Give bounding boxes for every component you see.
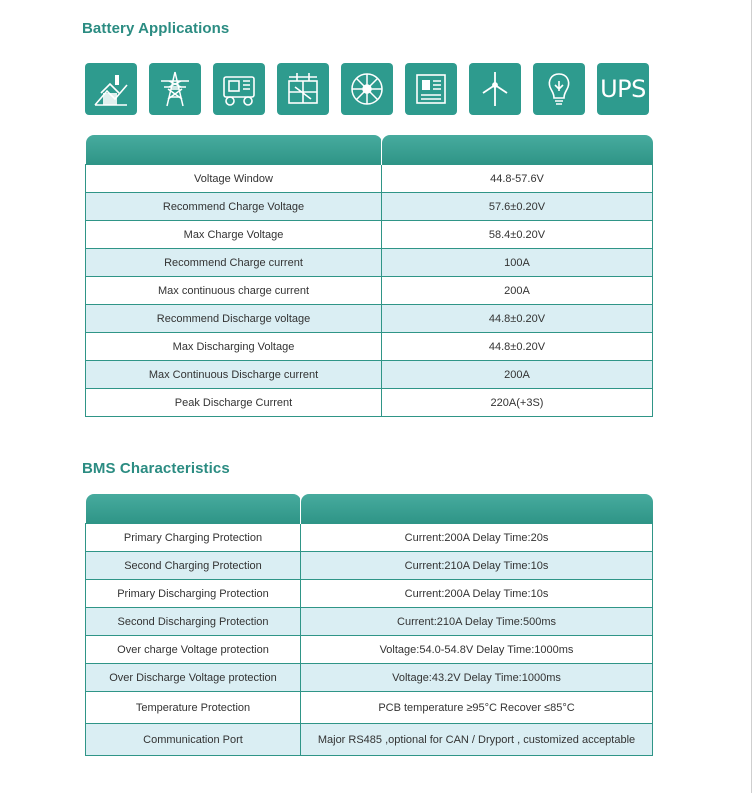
light-bulb-icon bbox=[533, 63, 585, 115]
wind-turbine-icon bbox=[469, 63, 521, 115]
table-row bbox=[86, 580, 653, 608]
row-label: Max continuous charge current bbox=[86, 277, 382, 305]
row-label: Primary Discharging Protection bbox=[86, 580, 301, 608]
row-value: Voltage:54.0-54.8V Delay Time:1000ms bbox=[301, 636, 653, 664]
bms-characteristics-title: BMS Characteristics bbox=[82, 460, 230, 477]
row-value: 44.8±0.20V bbox=[382, 305, 653, 333]
row-label: Over charge Voltage protection bbox=[86, 636, 301, 664]
row-label: Primary Charging Protection bbox=[86, 524, 301, 552]
row-value: 200A bbox=[382, 361, 653, 389]
row-value: 220A(+3S) bbox=[382, 389, 653, 417]
table-row bbox=[86, 552, 653, 580]
table-row bbox=[86, 389, 653, 417]
row-label: Communication Port bbox=[86, 724, 301, 756]
table-row bbox=[86, 636, 653, 664]
table-row bbox=[86, 305, 653, 333]
table-row bbox=[86, 664, 653, 692]
row-value: Current:200A Delay Time:10s bbox=[301, 580, 653, 608]
solar-panel-icon bbox=[277, 63, 329, 115]
table-row bbox=[86, 165, 653, 193]
row-value: PCB temperature ≥95°C Recover ≤85°C bbox=[301, 692, 653, 724]
page-edge-line bbox=[751, 0, 752, 793]
row-value: Major RS485 ,optional for CAN / Dryport , customized acceptable bbox=[301, 724, 653, 756]
bms-spec-table bbox=[85, 494, 653, 756]
power-tower-icon bbox=[149, 63, 201, 115]
ups-icon-label: UPS bbox=[600, 75, 646, 103]
table-row bbox=[86, 724, 653, 756]
row-value: 58.4±0.20V bbox=[382, 221, 653, 249]
row-label: Peak Discharge Current bbox=[86, 389, 382, 417]
table-row bbox=[86, 361, 653, 389]
application-icons-row bbox=[85, 63, 653, 116]
row-value: Current:210A Delay Time:500ms bbox=[301, 608, 653, 636]
row-label: Voltage Window bbox=[86, 165, 382, 193]
ups-icon bbox=[597, 63, 649, 115]
row-value: Voltage:43.2V Delay Time:1000ms bbox=[301, 664, 653, 692]
row-label: Recommend Discharge voltage bbox=[86, 305, 382, 333]
row-value: 57.6±0.20V bbox=[382, 193, 653, 221]
row-label: Second Charging Protection bbox=[86, 552, 301, 580]
bms-table-header bbox=[86, 494, 653, 524]
row-value: 44.8-57.6V bbox=[382, 165, 653, 193]
row-label: Max Discharging Voltage bbox=[86, 333, 382, 361]
table-row bbox=[86, 608, 653, 636]
generator-vehicle-icon bbox=[213, 63, 265, 115]
row-label: Recommend Charge current bbox=[86, 249, 382, 277]
table-row bbox=[86, 524, 653, 552]
home-solar-icon bbox=[85, 63, 137, 115]
table-row bbox=[86, 249, 653, 277]
table-row bbox=[86, 193, 653, 221]
row-label: Max Continuous Discharge current bbox=[86, 361, 382, 389]
battery-applications-title: Battery Applications bbox=[82, 20, 230, 37]
row-label: Recommend Charge Voltage bbox=[86, 193, 382, 221]
row-value: Current:210A Delay Time:10s bbox=[301, 552, 653, 580]
table-row bbox=[86, 221, 653, 249]
row-label: Temperature Protection bbox=[86, 692, 301, 724]
battery-table-header bbox=[86, 135, 653, 165]
table-row bbox=[86, 277, 653, 305]
row-label: Over Discharge Voltage protection bbox=[86, 664, 301, 692]
table-row bbox=[86, 692, 653, 724]
row-label: Max Charge Voltage bbox=[86, 221, 382, 249]
row-value: 44.8±0.20V bbox=[382, 333, 653, 361]
table-row bbox=[86, 333, 653, 361]
solar-wheel-icon bbox=[341, 63, 393, 115]
row-label: Second Discharging Protection bbox=[86, 608, 301, 636]
row-value: 100A bbox=[382, 249, 653, 277]
battery-spec-table bbox=[85, 135, 653, 417]
factory-storage-icon bbox=[405, 63, 457, 115]
row-value: 200A bbox=[382, 277, 653, 305]
row-value: Current:200A Delay Time:20s bbox=[301, 524, 653, 552]
